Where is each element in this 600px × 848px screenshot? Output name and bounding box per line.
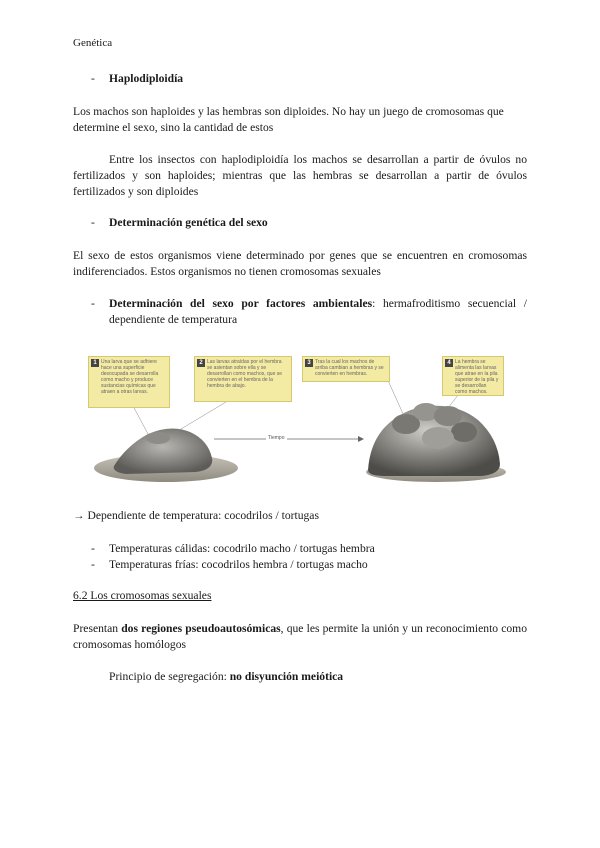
callout-number: 2 — [197, 359, 205, 367]
timeline-arrow — [358, 436, 364, 442]
paragraph-haploid: Los machos son haploides y las hembras son diploides. No hay un juego de cromosomas que determine el sexo, sino la cantidad de estos — [73, 105, 504, 134]
shell-stack-3 — [434, 406, 462, 426]
bullet-dash: - — [91, 72, 95, 85]
section-genetic-determination — [91, 215, 527, 231]
section-haplodiploidia — [91, 71, 527, 87]
callout-text: La hembra se alimenta las larvas que atrae en la pila superior de la pila y se desarrollan como machos. — [455, 359, 499, 395]
callout-number: 1 — [91, 359, 99, 367]
bullet-dash: - — [91, 216, 95, 229]
leader-line-2 — [176, 402, 226, 432]
callout-4 — [442, 356, 504, 396]
callout-2 — [194, 356, 292, 402]
paragraph-segregation: Principio de segregación: no disyunción meiótica — [109, 670, 344, 683]
larva-shell — [146, 432, 170, 444]
temp-item-cold — [91, 557, 527, 573]
temp-item-warm — [91, 541, 527, 557]
callout-text: Una larva que se adhiere hace una superficie desocupada se desarrolla como macho y produce sustancias químicas que atraen a otras larvas. — [101, 359, 159, 395]
timeline-label: Tiempo — [268, 435, 285, 441]
leader-line-3 — [386, 376, 404, 416]
paragraph-genes: El sexo de estos organismos viene determinado por genes que se encuentren en cromosomas indiferenciados. Estos organismos no tienen cromosomas sexuales — [73, 249, 527, 278]
shell-stack-4 — [451, 422, 477, 442]
bullet-dash: - — [91, 297, 95, 310]
callout-3 — [302, 356, 390, 382]
section-heading: Determinación genética del sexo — [109, 216, 268, 229]
callout-text: Las larvas atraídas por el hembra se asientan sobre ella y se desarrollan como machos, que se convierten en el hembra de la hembra de abajo. — [207, 359, 283, 389]
bullet-dash: - — [91, 542, 95, 555]
callout-number: 4 — [445, 359, 453, 367]
callout-1 — [88, 356, 170, 408]
section-heading: Determinación del sexo por factores ambientales: hermafroditismo secuencial / dependiente de temperatura — [109, 297, 527, 326]
section-heading: Haplodiploidía — [109, 72, 184, 85]
paragraph-insects: Entre los insectos con haplodiploidía los machos se desarrollan a partir de óvulos no fertilizados y son haploides; mientras que las hembras se desarrollan a partir de óvulos fertilizados y son diploides — [73, 153, 527, 198]
temp-item-text: Temperaturas cálidas: cocodrilo macho / tortugas hembra — [109, 542, 375, 555]
section-sex-chromosomes-heading: 6.2 Los cromosomas sexuales — [73, 589, 212, 602]
temp-item-text: Temperaturas frías: cocodrilos hembra / tortugas macho — [109, 558, 368, 571]
paragraph-temperature: → Dependiente de temperatura: cocodrilos / tortugas — [73, 509, 319, 522]
callout-text: Tras la cual los machos de arriba cambian a hembras y se convierten en hembras. — [315, 359, 384, 377]
section-environmental-factors — [91, 296, 527, 328]
bullet-dash: - — [91, 558, 95, 571]
page-header: Genética — [73, 37, 113, 49]
leader-line-1 — [132, 404, 148, 434]
sequential-hermaphroditism-figure — [86, 346, 510, 484]
callout-number: 3 — [305, 359, 313, 367]
shell-stack-5 — [422, 427, 454, 449]
paragraph-pseudoautosomal: Presentan dos regiones pseudoautosómicas, que les permite la unión y un reconocimiento como cromosomas homólogos — [73, 622, 527, 651]
